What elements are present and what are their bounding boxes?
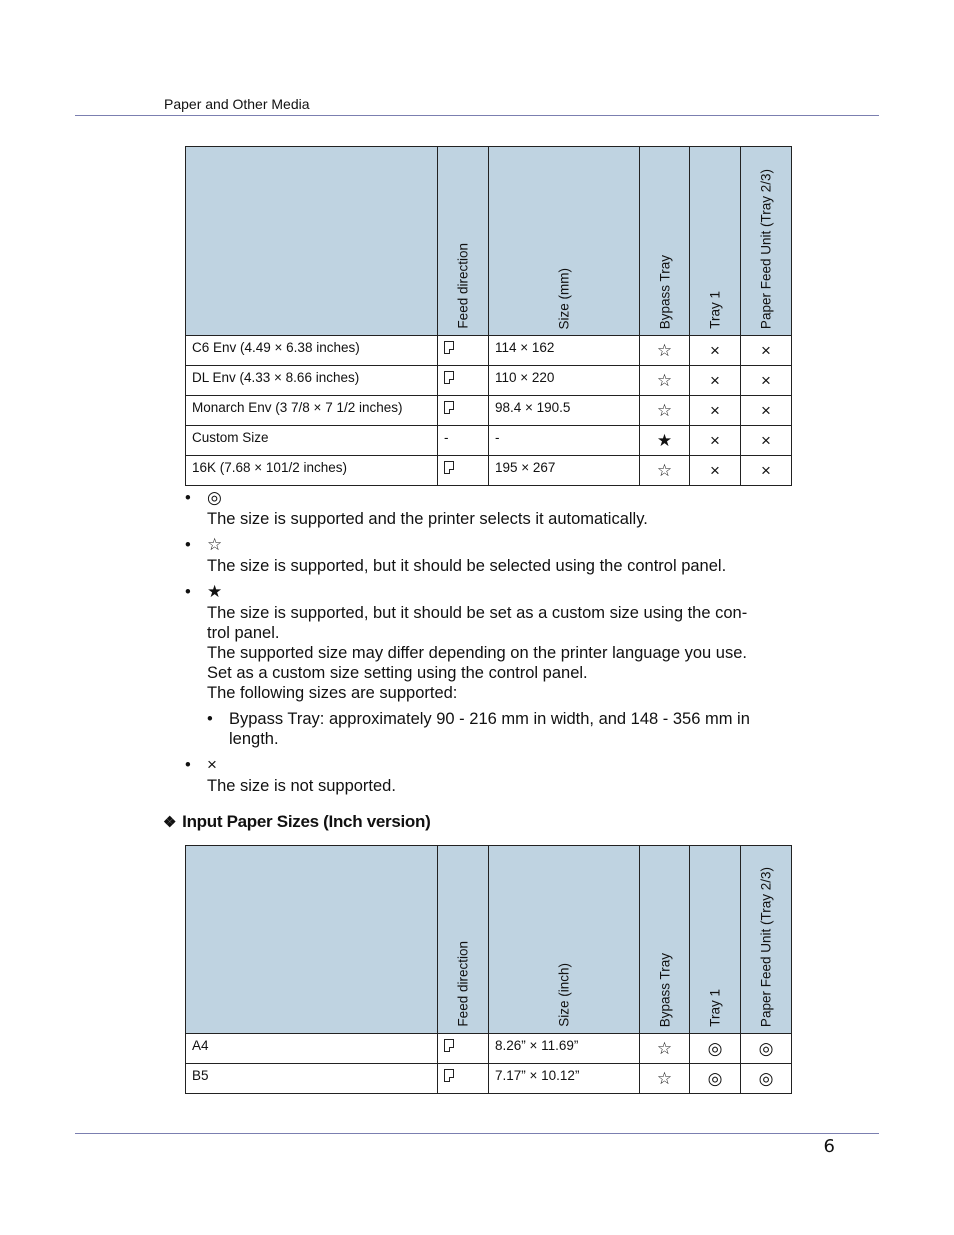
header-blank-cell (186, 147, 438, 336)
header-rule (75, 115, 879, 116)
tray1-cell: × (690, 336, 741, 366)
row-name: 16K (7.68 × 101/2 inches) (186, 456, 438, 486)
row-name: B5 (186, 1064, 438, 1094)
col-size: Size (mm) (489, 147, 640, 336)
sub-bullet-item (207, 709, 795, 749)
cross-icon: × (207, 755, 217, 774)
tray1-cell: × (690, 396, 741, 426)
table-header-row (186, 147, 792, 336)
legend-text: The size is supported, but it should be set as a custom size using the con- (207, 604, 748, 622)
legend-item-not-supported (185, 755, 795, 796)
feed-direction-cell (438, 1034, 489, 1064)
pfu-cell: × (741, 426, 792, 456)
size-cell: 114 × 162 (489, 336, 640, 366)
feed-direction-cell: - (438, 426, 489, 456)
size-cell: 7.17” × 10.12” (489, 1064, 640, 1094)
table-row (186, 396, 792, 426)
col-feed-direction: Feed direction (438, 147, 489, 336)
col-tray-1: Tray 1 (690, 846, 741, 1034)
section-heading (163, 812, 430, 832)
bypass-cell: ☆ (640, 366, 690, 396)
row-name: DL Env (4.33 × 8.66 inches) (186, 366, 438, 396)
size-cell: 98.4 × 190.5 (489, 396, 640, 426)
pfu-cell: × (741, 396, 792, 426)
col-bypass-tray: Bypass Tray (640, 147, 690, 336)
table-row (186, 366, 792, 396)
section-heading-text: Input Paper Sizes (Inch version) (182, 812, 431, 831)
page-feed-icon (444, 371, 454, 384)
legend-text: The size is supported, but it should be selected using the control panel. (207, 557, 727, 575)
tray1-cell: × (690, 426, 741, 456)
table-row (186, 1064, 792, 1094)
size-cell: 8.26” × 11.69” (489, 1034, 640, 1064)
size-cell: 110 × 220 (489, 366, 640, 396)
col-size: Size (inch) (489, 846, 640, 1034)
bypass-cell: ★ (640, 426, 690, 456)
running-header: Paper and Other Media (164, 96, 310, 112)
pfu-cell: ◎ (741, 1064, 792, 1094)
sub-bullet-text: Bypass Tray: approximately 90 - 216 mm in width, and 148 - 356 mm in length. (229, 710, 750, 748)
bypass-cell: ☆ (640, 456, 690, 486)
symbol-legend (185, 488, 795, 802)
bypass-cell: ☆ (640, 1034, 690, 1064)
legend-item-panel (185, 535, 795, 576)
feed-direction-cell (438, 456, 489, 486)
pfu-cell: ◎ (741, 1034, 792, 1064)
legend-item-custom (185, 582, 795, 749)
col-tray-1: Tray 1 (690, 147, 741, 336)
tray1-cell: × (690, 456, 741, 486)
bypass-cell: ☆ (640, 396, 690, 426)
legend-text: The size is not supported. (207, 777, 396, 795)
size-cell: - (489, 426, 640, 456)
legend-text: The supported size may differ depending on the printer language you use. (207, 644, 747, 662)
page-feed-icon (444, 461, 454, 474)
page-feed-icon (444, 341, 454, 354)
tray1-cell: × (690, 366, 741, 396)
table-row (186, 426, 792, 456)
page-number: 6 (823, 1136, 835, 1157)
pfu-cell: × (741, 366, 792, 396)
feed-direction-cell (438, 396, 489, 426)
double-circle-icon: ◎ (207, 488, 222, 507)
filled-star-icon: ★ (207, 582, 223, 601)
table-header-row (186, 846, 792, 1034)
outline-star-icon: ☆ (207, 535, 223, 554)
page-feed-icon (444, 401, 454, 414)
tray1-cell: ◎ (690, 1064, 741, 1094)
legend-text: The following sizes are supported: (207, 684, 458, 702)
diamond-bullet-icon: ❖ (163, 814, 177, 831)
size-cell: 195 × 267 (489, 456, 640, 486)
col-paper-feed-unit: Paper Feed Unit (Tray 2/3) (741, 846, 792, 1034)
legend-text: The size is supported and the printer selects it automatically. (207, 510, 648, 528)
bullet-dot: • (185, 756, 191, 774)
pfu-cell: × (741, 336, 792, 366)
bypass-cell: ☆ (640, 336, 690, 366)
col-bypass-tray: Bypass Tray (640, 846, 690, 1034)
bullet-dot: • (185, 583, 191, 601)
legend-text: Set as a custom size setting using the control panel. (207, 664, 588, 682)
feed-direction-cell (438, 336, 489, 366)
bullet-dot: • (185, 489, 191, 507)
pfu-cell: × (741, 456, 792, 486)
table-row (186, 1034, 792, 1064)
col-paper-feed-unit: Paper Feed Unit (Tray 2/3) (741, 147, 792, 336)
row-name: C6 Env (4.49 × 6.38 inches) (186, 336, 438, 366)
feed-direction-cell (438, 366, 489, 396)
bullet-dot: • (207, 710, 213, 728)
legend-item-auto (185, 488, 795, 529)
bullet-dot: • (185, 536, 191, 554)
feed-direction-cell (438, 1064, 489, 1094)
bypass-cell: ☆ (640, 1064, 690, 1094)
paper-size-table-mm (185, 146, 792, 486)
row-name: Custom Size (186, 426, 438, 456)
table-row (186, 336, 792, 366)
table-row (186, 456, 792, 486)
row-name: A4 (186, 1034, 438, 1064)
paper-size-table-inch (185, 845, 792, 1094)
footer-rule (75, 1133, 879, 1134)
page-feed-icon (444, 1039, 454, 1052)
header-blank-cell (186, 846, 438, 1034)
legend-text: trol panel. (207, 624, 280, 642)
col-feed-direction: Feed direction (438, 846, 489, 1034)
page-feed-icon (444, 1069, 454, 1082)
row-name: Monarch Env (3 7/8 × 7 1/2 inches) (186, 396, 438, 426)
tray1-cell: ◎ (690, 1034, 741, 1064)
